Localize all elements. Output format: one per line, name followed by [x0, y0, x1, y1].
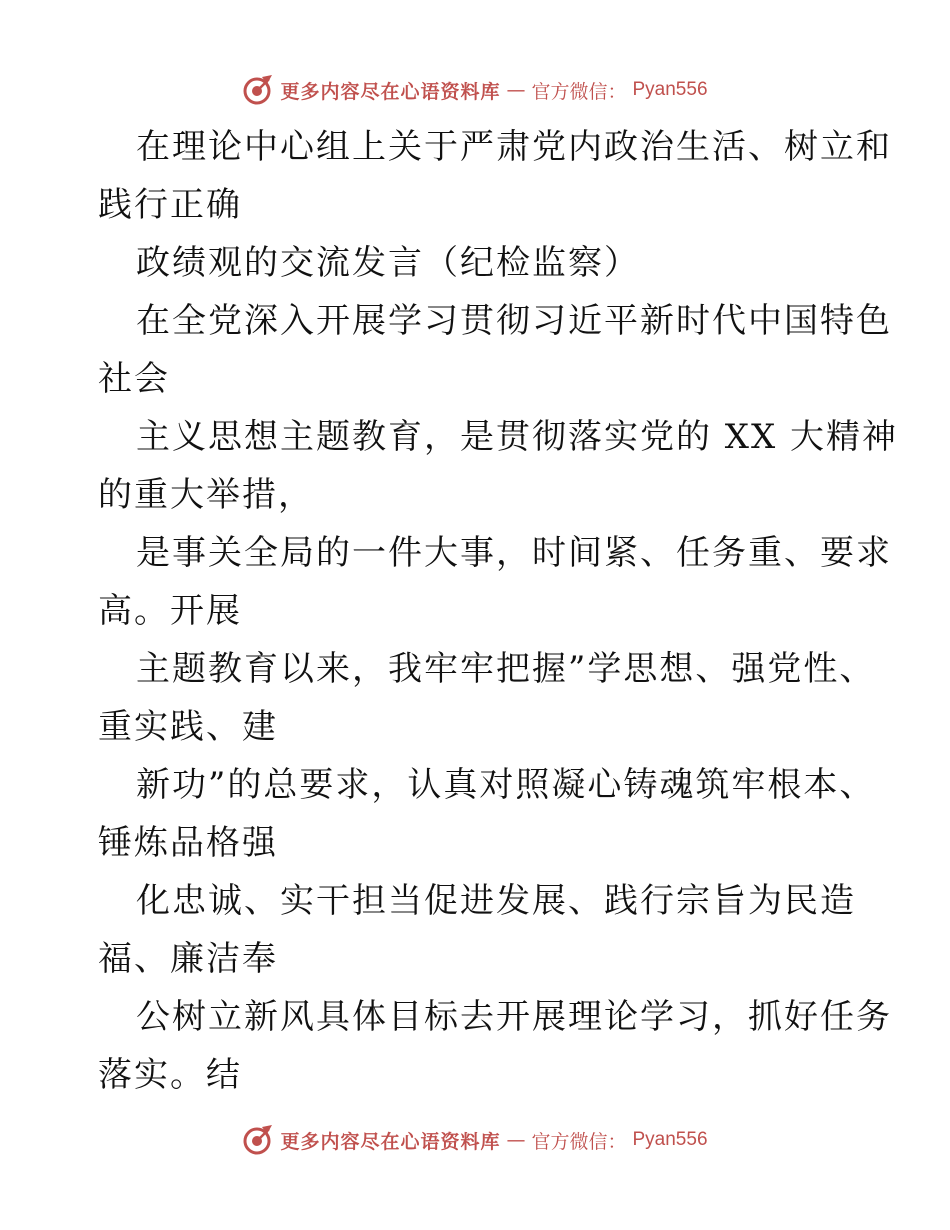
text-line: 新功”的总要求，认真对照凝心铸魂筑牢根本、 [136, 765, 876, 805]
text-line: 政绩观的交流发言（纪检监察） [136, 243, 640, 283]
text-line: 的重大举措， [98, 475, 314, 515]
text-line: 化忠诚、实干担当促进发展、践行宗旨为民造 [136, 881, 856, 921]
text-line: 锤炼品格强 [98, 823, 278, 863]
banner-site-text: 更多内容尽在心语资料库 [280, 1130, 501, 1153]
header-banner [0, 70, 950, 110]
text-line: 重实践、建 [98, 707, 278, 747]
library-logo-icon [242, 74, 274, 106]
text-line: 主义思想主题教育，是贯彻落实党的 XX 大精神 [136, 417, 899, 457]
text-line: 是事关全局的一件大事，时间紧、任务重、要求 [136, 533, 892, 573]
text-line: 公树立新风具体目标去开展理论学习，抓好任务 [136, 997, 892, 1037]
text-line: 践行正确 [98, 185, 242, 225]
banner-wechat-label: 官方微信： [531, 80, 627, 103]
banner-wechat-id: Pyan556 [632, 1129, 708, 1150]
text-line: 社会 [98, 359, 170, 399]
footer-banner [0, 1120, 950, 1160]
banner-separator: — [506, 1129, 526, 1151]
banner-separator: — [506, 79, 526, 101]
text-line: 在全党深入开展学习贯彻习近平新时代中国特色 [136, 301, 892, 341]
banner-site-text: 更多内容尽在心语资料库 [280, 80, 501, 103]
text-line: 福、廉洁奉 [98, 939, 278, 979]
text-line: 在理论中心组上关于严肃党内政治生活、树立和 [136, 127, 892, 167]
text-line: 高。开展 [98, 591, 242, 631]
banner-wechat-id: Pyan556 [632, 79, 708, 100]
document-body [98, 118, 899, 1104]
text-line: 落实。结 [98, 1055, 242, 1095]
library-logo-icon [242, 1124, 274, 1156]
text-line: 主题教育以来，我牢牢把握”学思想、强党性、 [136, 649, 876, 689]
banner-wechat-label: 官方微信： [531, 1130, 627, 1153]
